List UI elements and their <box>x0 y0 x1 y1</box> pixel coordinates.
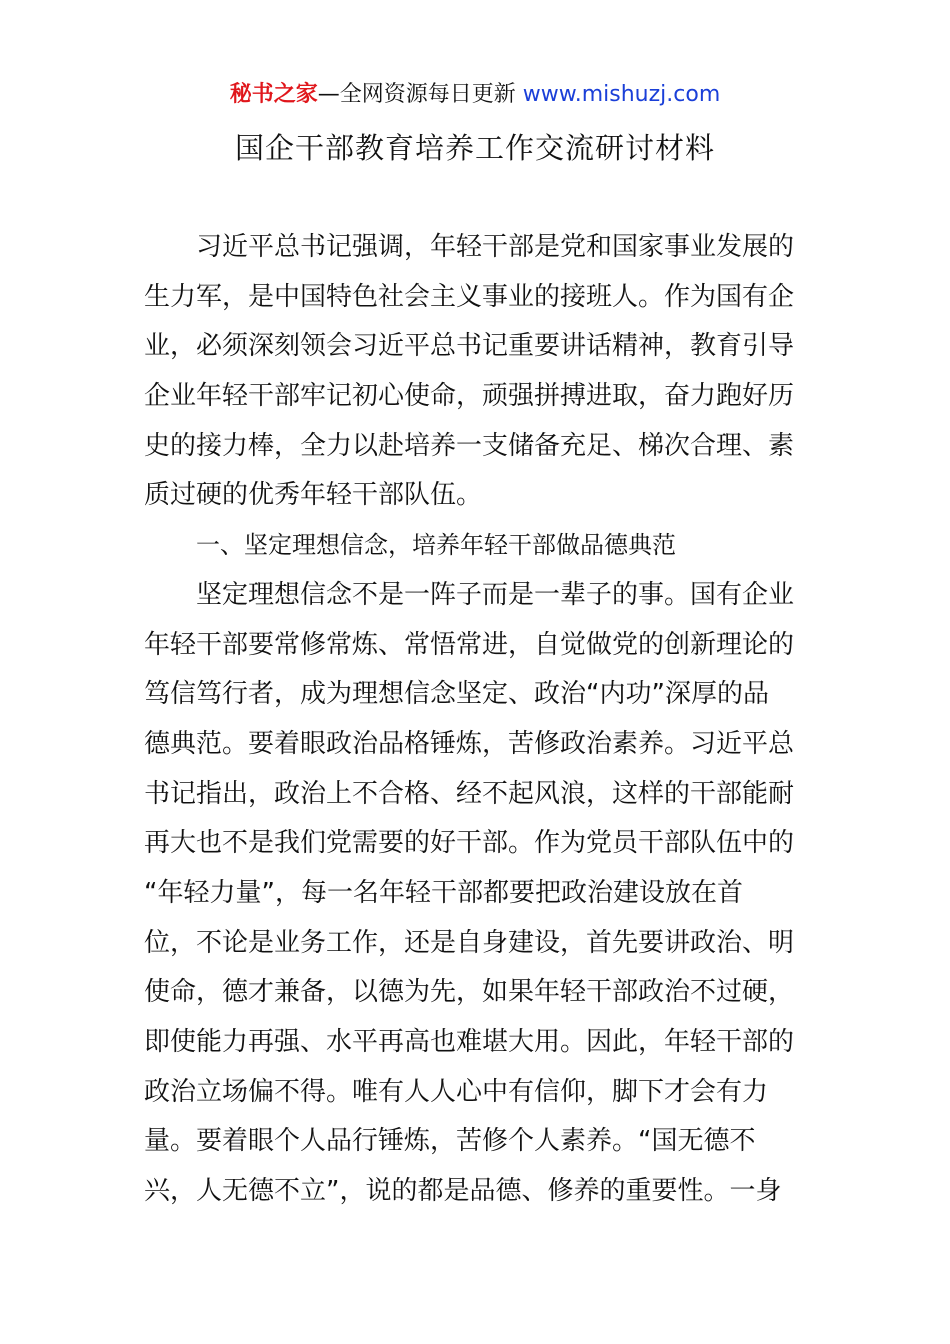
paragraph-line: 再大也不是我们党需要的好干部。作为党员干部队伍中的 <box>144 828 795 859</box>
paragraph-line: 德典范。要着眼政治品格锤炼，苦修政治素养。习近平总 <box>144 728 795 759</box>
paragraph-line: 习近平总书记强调，年轻干部是党和国家事业发展的 <box>196 232 795 262</box>
paragraph-line: 年轻干部要常修常炼、常悟常进，自觉做党的创新理论的 <box>144 629 795 660</box>
paragraph-line: 笃信笃行者，成为理想信念坚定、政治“内功”深厚的品 <box>144 679 769 710</box>
paragraph-line: 使命，德才兼备，以德为先，如果年轻干部政治不过硬， <box>144 977 795 1008</box>
paragraph-line: 政治立场偏不得。唯有人人心中有信仰，脚下才会有力 <box>144 1076 769 1107</box>
paragraph-line: 书记指出，政治上不合格、经不起风浪，这样的干部能耐 <box>144 778 795 809</box>
paragraph-line: “年轻力量”，每一名年轻干部都要把政治建设放在首 <box>144 877 743 908</box>
document-title: 国企干部教育培养工作交流研讨材料 <box>234 131 715 165</box>
site-brand: 秘书之家 <box>229 82 318 107</box>
paragraph-line: 质过硬的优秀年轻干部队伍。 <box>144 480 483 511</box>
paragraph-line: 史的接力棒，全力以赴培养一支储备充足、梯次合理、素 <box>144 430 795 461</box>
paragraph-line: 兴，人无德不立”，说的都是品德、修养的重要性。一身 <box>144 1176 782 1207</box>
paragraph-line: 企业年轻干部牢记初心使命，顽强拼搏进取，奋力跑好历 <box>144 381 795 412</box>
paragraph-line: 生力军，是中国特色社会主义事业的接班人。作为国有企 <box>144 281 795 312</box>
paragraph-line: 位，不论是业务工作，还是自身建设，首先要讲政治、明 <box>144 927 795 958</box>
paragraph-line: 坚定理想信念不是一阵子而是一辈子的事。国有企业 <box>196 579 795 610</box>
paragraph-line: 量。要着眼个人品行锤炼，苦修个人素养。“国无德不 <box>144 1126 756 1157</box>
paragraph-line: 即使能力再强、水平再高也难堪大用。因此，年轻干部的 <box>144 1027 795 1057</box>
paragraph-line: 业，必须深刻领会习近平总书记重要讲话精神，教育引导 <box>144 331 795 362</box>
site-header <box>0 78 950 112</box>
section-heading: 一、坚定理想信念，培养年轻干部做品德典范 <box>196 531 676 560</box>
document-body <box>144 223 810 1217</box>
site-tagline: —全网资源每日更新 <box>317 82 516 107</box>
site-url-link[interactable]: www.mishuzj.com <box>522 82 721 107</box>
